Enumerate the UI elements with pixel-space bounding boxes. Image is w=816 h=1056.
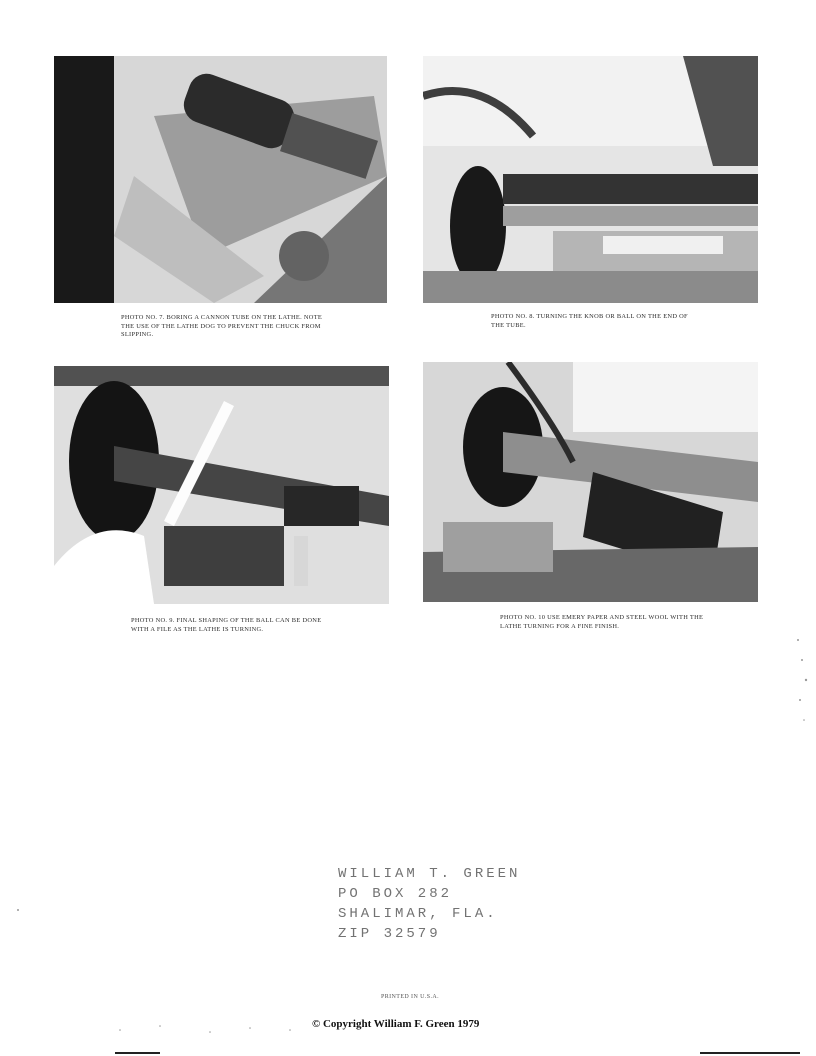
photo-9-final-shaping <box>54 366 389 604</box>
photo-10-emery-paper-finish <box>423 362 758 602</box>
stamp-po-box: PO BOX 282 <box>338 886 453 902</box>
copyright-notice: © Copyright William F. Green 1979 <box>312 1018 480 1030</box>
photo-8-caption: PHOTO NO. 8. TURNING THE KNOB OR BALL ON THE END OF THE TUBE. <box>491 313 688 329</box>
photo-8-turning-knob <box>423 56 758 303</box>
photo-9-caption: PHOTO NO. 9. FINAL SHAPING OF THE BALL CAN BE DONE WITH A FILE AS THE LATHE IS TURNING. <box>131 617 322 633</box>
stamp-city: SHALIMAR, FLA. <box>338 906 498 922</box>
photo-7-caption: PHOTO NO. 7. BORING A CANNON TUBE ON THE LATHE. NOTE THE USE OF THE LATHE DOG TO PREVENT THE CHUCK FROM SLIPPING. <box>121 314 323 339</box>
address-stamp <box>338 864 520 944</box>
photo-10-caption: PHOTO NO. 10 USE EMERY PAPER AND STEEL WOOL WITH THE LATHE TURNING FOR A FINE FINISH. <box>500 614 704 630</box>
printed-in-usa: PRINTED IN U.S.A. <box>381 994 439 1000</box>
photo-7-boring-cannon-tube <box>54 56 387 303</box>
stamp-zip: ZIP 32579 <box>338 926 441 942</box>
stamp-name: WILLIAM T. GREEN <box>338 866 521 882</box>
